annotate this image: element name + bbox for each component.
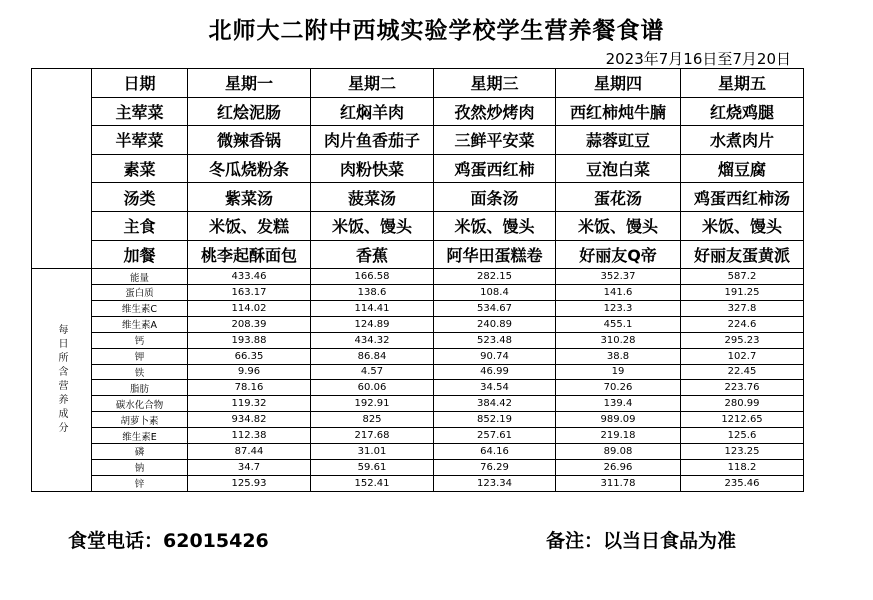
menu-cell: 米饭、馒头 bbox=[556, 211, 681, 240]
nutrient-value: 86.84 bbox=[311, 348, 434, 364]
nutrient-value: 455.1 bbox=[556, 316, 681, 332]
nutrition-row bbox=[32, 300, 804, 316]
nutrient-value: 384.42 bbox=[434, 396, 556, 412]
menu-cell: 菠菜汤 bbox=[311, 183, 434, 212]
day-header: 星期二 bbox=[311, 69, 434, 98]
nutrient-value: 22.45 bbox=[681, 364, 804, 380]
day-header: 星期一 bbox=[188, 69, 311, 98]
menu-row-label: 主食 bbox=[92, 211, 188, 240]
page-title: 北师大二附中西城实验学校学生营养餐食谱 bbox=[208, 18, 665, 44]
nutrient-value: 114.41 bbox=[311, 300, 434, 316]
nutrient-value: 123.34 bbox=[434, 475, 556, 491]
nutrition-row bbox=[32, 364, 804, 380]
menu-cell: 肉片鱼香茄子 bbox=[311, 126, 434, 155]
nutrient-value: 139.4 bbox=[556, 396, 681, 412]
menu-cell: 豆泡白菜 bbox=[556, 154, 681, 183]
nutrition-row bbox=[32, 380, 804, 396]
nutrient-value: 119.32 bbox=[188, 396, 311, 412]
menu-cell: 肉粉快菜 bbox=[311, 154, 434, 183]
nutrient-value: 64.16 bbox=[434, 443, 556, 459]
nutrition-row bbox=[32, 348, 804, 364]
nutrient-value: 123.3 bbox=[556, 300, 681, 316]
nutrient-value: 125.93 bbox=[188, 475, 311, 491]
nutrient-value: 240.89 bbox=[434, 316, 556, 332]
menu-cell: 桃李起酥面包 bbox=[188, 240, 311, 269]
nutrient-name: 维生素C bbox=[92, 300, 188, 316]
nutrient-value: 76.29 bbox=[434, 459, 556, 475]
nutrient-value: 112.38 bbox=[188, 428, 311, 444]
nutrient-name: 维生素E bbox=[92, 428, 188, 444]
menu-cell: 水煮肉片 bbox=[681, 126, 804, 155]
menu-cell: 米饭、馒头 bbox=[434, 211, 556, 240]
nutrient-value: 108.4 bbox=[434, 285, 556, 301]
nutrient-value: 280.99 bbox=[681, 396, 804, 412]
nutrient-value: 523.48 bbox=[434, 332, 556, 348]
header-label: 日期 bbox=[92, 69, 188, 98]
nutrient-value: 34.7 bbox=[188, 459, 311, 475]
menu-cell: 阿华田蛋糕卷 bbox=[434, 240, 556, 269]
nutrient-value: 118.2 bbox=[681, 459, 804, 475]
menu-cell: 鸡蛋西红柿汤 bbox=[681, 183, 804, 212]
nutrient-value: 19 bbox=[556, 364, 681, 380]
day-header: 星期五 bbox=[681, 69, 804, 98]
menu-row-label: 主荤菜 bbox=[92, 97, 188, 126]
nutrient-name: 铁 bbox=[92, 364, 188, 380]
menu-table bbox=[31, 68, 804, 492]
menu-row bbox=[32, 154, 804, 183]
nutrient-value: 102.7 bbox=[681, 348, 804, 364]
nutrient-value: 66.35 bbox=[188, 348, 311, 364]
menu-cell: 香蕉 bbox=[311, 240, 434, 269]
menu-cell: 鸡蛋西红柿 bbox=[434, 154, 556, 183]
nutrient-name: 脂肪 bbox=[92, 380, 188, 396]
nutrient-name: 磷 bbox=[92, 443, 188, 459]
nutrient-value: 60.06 bbox=[311, 380, 434, 396]
nutrient-name: 锌 bbox=[92, 475, 188, 491]
nutrient-value: 78.16 bbox=[188, 380, 311, 396]
menu-cell: 冬瓜烧粉条 bbox=[188, 154, 311, 183]
menu-row bbox=[32, 97, 804, 126]
nutrient-value: 124.89 bbox=[311, 316, 434, 332]
nutrient-value: 433.46 bbox=[188, 269, 311, 285]
menu-cell: 熘豆腐 bbox=[681, 154, 804, 183]
nutrient-value: 191.25 bbox=[681, 285, 804, 301]
nutrient-name: 钠 bbox=[92, 459, 188, 475]
nutrition-row bbox=[32, 396, 804, 412]
nutrient-value: 152.41 bbox=[311, 475, 434, 491]
menu-cell: 紫菜汤 bbox=[188, 183, 311, 212]
nutrient-value: 89.08 bbox=[556, 443, 681, 459]
nutrition-row bbox=[32, 269, 804, 285]
nutrient-value: 192.91 bbox=[311, 396, 434, 412]
nutrient-value: 224.6 bbox=[681, 316, 804, 332]
nutrition-row bbox=[32, 285, 804, 301]
day-header: 星期四 bbox=[556, 69, 681, 98]
nutrient-value: 125.6 bbox=[681, 428, 804, 444]
nutrition-row bbox=[32, 428, 804, 444]
nutrition-row bbox=[32, 332, 804, 348]
menu-cell: 好丽友Q帝 bbox=[556, 240, 681, 269]
menu-row-label: 加餐 bbox=[92, 240, 188, 269]
nutrient-value: 217.68 bbox=[311, 428, 434, 444]
nutrient-value: 934.82 bbox=[188, 412, 311, 428]
nutrient-value: 208.39 bbox=[188, 316, 311, 332]
nutrient-value: 163.17 bbox=[188, 285, 311, 301]
canteen-phone: 食堂电话：62015426 bbox=[68, 530, 269, 552]
nutrient-value: 295.23 bbox=[681, 332, 804, 348]
nutrient-value: 138.6 bbox=[311, 285, 434, 301]
menu-cell: 微辣香锅 bbox=[188, 126, 311, 155]
menu-cell: 米饭、馒头 bbox=[681, 211, 804, 240]
nutrient-value: 257.61 bbox=[434, 428, 556, 444]
nutrient-name: 胡萝卜素 bbox=[92, 412, 188, 428]
menu-cell: 孜然炒烤肉 bbox=[434, 97, 556, 126]
nutrient-value: 1212.65 bbox=[681, 412, 804, 428]
nutrient-name: 维生素A bbox=[92, 316, 188, 332]
date-range: 2023年7月16日至7月20日 bbox=[605, 50, 791, 68]
nutrition-section-label: 每日所含营养成分 bbox=[32, 269, 92, 491]
menu-cell: 红烧鸡腿 bbox=[681, 97, 804, 126]
nutrient-value: 114.02 bbox=[188, 300, 311, 316]
nutrient-name: 能量 bbox=[92, 269, 188, 285]
nutrient-value: 26.96 bbox=[556, 459, 681, 475]
nutrient-value: 46.99 bbox=[434, 364, 556, 380]
nutrition-row bbox=[32, 443, 804, 459]
nutrient-value: 4.57 bbox=[311, 364, 434, 380]
nutrition-row bbox=[32, 316, 804, 332]
menu-row bbox=[32, 126, 804, 155]
nutrient-value: 310.28 bbox=[556, 332, 681, 348]
nutrient-value: 123.25 bbox=[681, 443, 804, 459]
nutrient-name: 蛋白质 bbox=[92, 285, 188, 301]
nutrient-value: 534.67 bbox=[434, 300, 556, 316]
nutrient-value: 825 bbox=[311, 412, 434, 428]
nutrient-value: 141.6 bbox=[556, 285, 681, 301]
nutrient-value: 223.76 bbox=[681, 380, 804, 396]
menu-row-label: 汤类 bbox=[92, 183, 188, 212]
nutrient-value: 34.54 bbox=[434, 380, 556, 396]
nutrient-value: 59.61 bbox=[311, 459, 434, 475]
menu-cell: 米饭、发糕 bbox=[188, 211, 311, 240]
nutrient-value: 852.19 bbox=[434, 412, 556, 428]
menu-cell: 米饭、馒头 bbox=[311, 211, 434, 240]
nutrient-value: 193.88 bbox=[188, 332, 311, 348]
menu-cell: 红烩泥肠 bbox=[188, 97, 311, 126]
menu-cell: 蛋花汤 bbox=[556, 183, 681, 212]
nutrient-value: 352.37 bbox=[556, 269, 681, 285]
nutrient-value: 87.44 bbox=[188, 443, 311, 459]
nutrient-value: 587.2 bbox=[681, 269, 804, 285]
nutrient-value: 38.8 bbox=[556, 348, 681, 364]
nutrient-value: 311.78 bbox=[556, 475, 681, 491]
menu-cell: 红焖羊肉 bbox=[311, 97, 434, 126]
menu-cell: 面条汤 bbox=[434, 183, 556, 212]
nutrient-value: 9.96 bbox=[188, 364, 311, 380]
nutrient-value: 235.46 bbox=[681, 475, 804, 491]
nutrition-row bbox=[32, 459, 804, 475]
day-header: 星期三 bbox=[434, 69, 556, 98]
menu-row bbox=[32, 240, 804, 269]
corner-cell bbox=[32, 69, 92, 269]
nutrient-value: 282.15 bbox=[434, 269, 556, 285]
menu-row bbox=[32, 211, 804, 240]
menu-row-label: 素菜 bbox=[92, 154, 188, 183]
nutrition-row bbox=[32, 475, 804, 491]
nutrient-name: 碳水化合物 bbox=[92, 396, 188, 412]
header-row bbox=[32, 69, 804, 98]
footer-note: 备注：以当日食品为准 bbox=[546, 530, 737, 552]
nutrient-value: 90.74 bbox=[434, 348, 556, 364]
menu-row bbox=[32, 183, 804, 212]
menu-cell: 好丽友蛋黄派 bbox=[681, 240, 804, 269]
nutrient-value: 219.18 bbox=[556, 428, 681, 444]
nutrient-value: 989.09 bbox=[556, 412, 681, 428]
nutrient-value: 434.32 bbox=[311, 332, 434, 348]
menu-cell: 蒜蓉豇豆 bbox=[556, 126, 681, 155]
nutrient-value: 327.8 bbox=[681, 300, 804, 316]
nutrient-name: 钙 bbox=[92, 332, 188, 348]
nutrient-name: 钾 bbox=[92, 348, 188, 364]
menu-cell: 三鲜平安菜 bbox=[434, 126, 556, 155]
nutrient-value: 70.26 bbox=[556, 380, 681, 396]
menu-row-label: 半荤菜 bbox=[92, 126, 188, 155]
nutrient-value: 31.01 bbox=[311, 443, 434, 459]
nutrition-row bbox=[32, 412, 804, 428]
menu-cell: 西红柿炖牛腩 bbox=[556, 97, 681, 126]
nutrient-value: 166.58 bbox=[311, 269, 434, 285]
